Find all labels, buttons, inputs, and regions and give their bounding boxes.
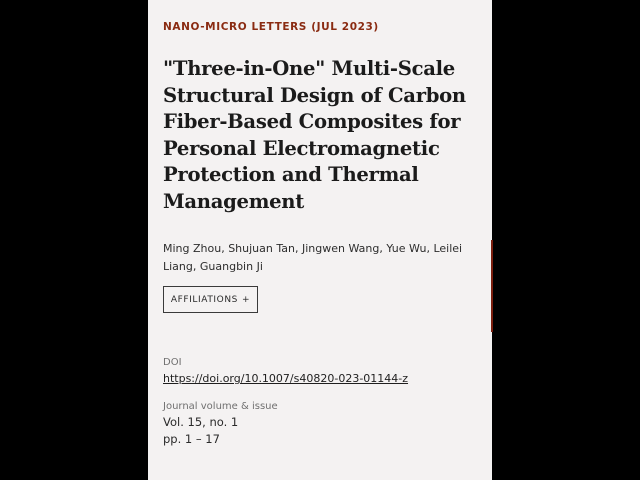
doi-label: DOI: [163, 357, 182, 368]
volume-issue: Vol. 15, no. 1: [163, 415, 239, 429]
page-range: pp. 1 – 17: [163, 432, 220, 446]
article-card: [148, 0, 492, 480]
doi-link[interactable]: https://doi.org/10.1007/s40820-023-01144-z: [163, 372, 409, 385]
affiliations-label: AFFILIATIONS: [170, 294, 239, 305]
page-edge-divider: [491, 240, 493, 332]
journal-name: NANO-MICRO LETTERS (JUL 2023): [163, 21, 379, 33]
plus-icon: +: [242, 294, 251, 305]
volume-issue-label: Journal volume & issue: [163, 401, 278, 412]
affiliations-button[interactable]: [163, 286, 258, 313]
article-title: "Three-in-One" Multi-Scale Structural Design of Carbon Fiber-Based Composites for Personal Electromagnetic Protection and Thermal Management: [163, 57, 466, 213]
author-list: Ming Zhou, Shujuan Tan, Jingwen Wang, Yue Wu, Leilei Liang, Guangbin Ji: [163, 242, 463, 273]
